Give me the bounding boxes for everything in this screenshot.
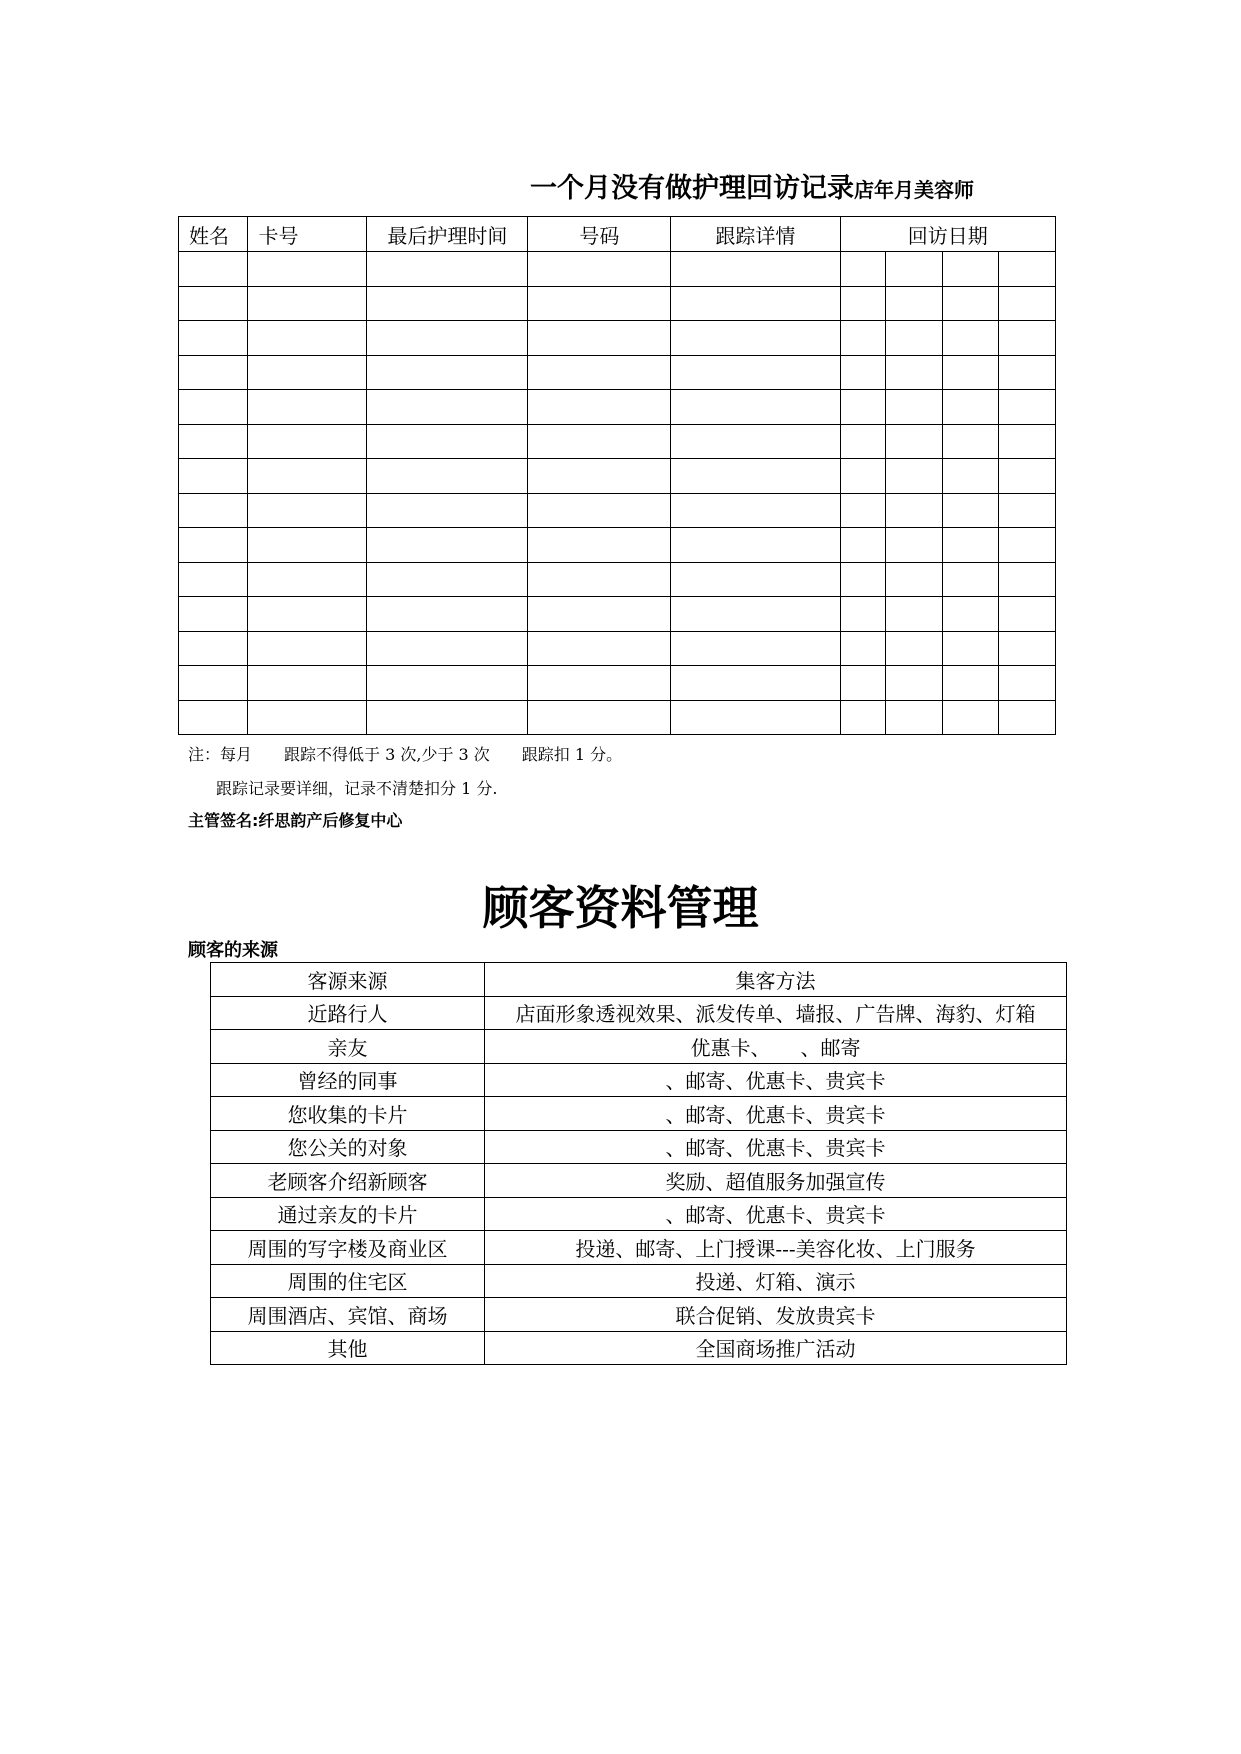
empty-cell bbox=[840, 493, 885, 528]
empty-cell bbox=[998, 493, 1055, 528]
empty-cell bbox=[840, 700, 885, 735]
empty-cell bbox=[179, 286, 248, 321]
empty-cell bbox=[367, 390, 528, 425]
source-row bbox=[211, 1264, 1067, 1298]
empty-cell bbox=[998, 700, 1055, 735]
empty-cell bbox=[179, 493, 248, 528]
empty-cell bbox=[671, 321, 840, 356]
empty-cell bbox=[998, 252, 1055, 287]
method-cell: 店面形象透视效果、派发传单、墙报、广告牌、海豹、灯箱 bbox=[485, 996, 1067, 1030]
empty-cell bbox=[998, 459, 1055, 494]
empty-cell bbox=[528, 424, 671, 459]
source-row bbox=[211, 1097, 1067, 1131]
source-cell: 通过亲友的卡片 bbox=[211, 1197, 485, 1231]
empty-cell bbox=[179, 459, 248, 494]
note-line-1: 注：每月 跟踪不得低于 3 次,少于 3 次 跟踪扣 1 分。 bbox=[188, 745, 623, 764]
empty-cell bbox=[248, 252, 367, 287]
note-line-2: 跟踪记录要详细，记录不清楚扣分 1 分. bbox=[216, 779, 498, 798]
empty-cell bbox=[840, 252, 885, 287]
empty-cell bbox=[528, 700, 671, 735]
empty-cell bbox=[998, 424, 1055, 459]
empty-cell bbox=[671, 528, 840, 563]
source-row bbox=[211, 1164, 1067, 1198]
empty-cell bbox=[671, 631, 840, 666]
empty-cell bbox=[885, 597, 942, 632]
empty-cell bbox=[671, 666, 840, 701]
empty-cell bbox=[367, 252, 528, 287]
source-row bbox=[211, 996, 1067, 1030]
visit-table-header bbox=[179, 217, 1056, 252]
method-cell: 奖励、超值服务加强宣传 bbox=[485, 1164, 1067, 1198]
method-cell: 、邮寄、优惠卡、贵宾卡 bbox=[485, 1130, 1067, 1164]
empty-cell bbox=[367, 528, 528, 563]
empty-cell bbox=[840, 355, 885, 390]
visit-record-row bbox=[179, 424, 1056, 459]
method-cell: 、邮寄、优惠卡、贵宾卡 bbox=[485, 1197, 1067, 1231]
empty-cell bbox=[943, 631, 998, 666]
empty-cell bbox=[671, 562, 840, 597]
empty-cell bbox=[248, 528, 367, 563]
empty-cell bbox=[179, 666, 248, 701]
empty-cell bbox=[248, 562, 367, 597]
customer-source-table bbox=[210, 962, 1067, 1365]
empty-cell bbox=[248, 286, 367, 321]
empty-cell bbox=[671, 700, 840, 735]
empty-cell bbox=[248, 597, 367, 632]
empty-cell bbox=[840, 424, 885, 459]
empty-cell bbox=[943, 459, 998, 494]
visit-record-row bbox=[179, 390, 1056, 425]
empty-cell bbox=[885, 493, 942, 528]
customer-management-title: 顾客资料管理 bbox=[482, 881, 759, 935]
empty-cell bbox=[528, 321, 671, 356]
empty-cell bbox=[943, 597, 998, 632]
empty-cell bbox=[367, 459, 528, 494]
empty-cell bbox=[528, 631, 671, 666]
empty-cell bbox=[998, 321, 1055, 356]
empty-cell bbox=[367, 355, 528, 390]
source-cell: 其他 bbox=[211, 1331, 485, 1365]
empty-cell bbox=[248, 390, 367, 425]
source-row bbox=[211, 1331, 1067, 1365]
column-header-phone-number: 号码 bbox=[528, 217, 671, 252]
empty-cell bbox=[528, 597, 671, 632]
empty-cell bbox=[840, 286, 885, 321]
empty-cell bbox=[528, 493, 671, 528]
source-cell: 曾经的同事 bbox=[211, 1063, 485, 1097]
empty-cell bbox=[179, 252, 248, 287]
empty-cell bbox=[998, 631, 1055, 666]
empty-cell bbox=[671, 493, 840, 528]
visit-record-title bbox=[530, 166, 974, 205]
column-header-tracking-details: 跟踪详情 bbox=[671, 217, 840, 252]
empty-cell bbox=[671, 424, 840, 459]
source-row bbox=[211, 1298, 1067, 1332]
empty-cell bbox=[248, 631, 367, 666]
empty-cell bbox=[367, 700, 528, 735]
source-table-header bbox=[211, 963, 1067, 997]
empty-cell bbox=[998, 597, 1055, 632]
empty-cell bbox=[885, 528, 942, 563]
empty-cell bbox=[248, 424, 367, 459]
empty-cell bbox=[885, 252, 942, 287]
empty-cell bbox=[998, 528, 1055, 563]
empty-cell bbox=[840, 390, 885, 425]
empty-cell bbox=[943, 355, 998, 390]
source-cell: 老顾客介绍新顾客 bbox=[211, 1164, 485, 1198]
empty-cell bbox=[840, 321, 885, 356]
visit-record-row bbox=[179, 631, 1056, 666]
source-cell: 亲友 bbox=[211, 1030, 485, 1064]
customer-source-subtitle: 顾客的来源 bbox=[188, 940, 278, 961]
empty-cell bbox=[998, 562, 1055, 597]
empty-cell bbox=[671, 286, 840, 321]
method-cell: 联合促销、发放贵宾卡 bbox=[485, 1298, 1067, 1332]
visit-record-row bbox=[179, 355, 1056, 390]
empty-cell bbox=[943, 666, 998, 701]
empty-cell bbox=[179, 355, 248, 390]
empty-cell bbox=[367, 597, 528, 632]
column-header-last-care-time: 最后护理时间 bbox=[367, 217, 528, 252]
source-cell: 近路行人 bbox=[211, 996, 485, 1030]
empty-cell bbox=[840, 528, 885, 563]
column-header-customer-source: 客源来源 bbox=[211, 963, 485, 997]
visit-record-table bbox=[178, 216, 1056, 735]
method-cell: 、邮寄、优惠卡、贵宾卡 bbox=[485, 1097, 1067, 1131]
empty-cell bbox=[248, 459, 367, 494]
empty-cell bbox=[671, 252, 840, 287]
empty-cell bbox=[179, 390, 248, 425]
visit-record-row bbox=[179, 597, 1056, 632]
source-row bbox=[211, 1130, 1067, 1164]
empty-cell bbox=[367, 666, 528, 701]
empty-cell bbox=[840, 459, 885, 494]
empty-cell bbox=[885, 666, 942, 701]
empty-cell bbox=[840, 597, 885, 632]
empty-cell bbox=[885, 321, 942, 356]
empty-cell bbox=[528, 528, 671, 563]
method-cell: 优惠卡、 、邮寄 bbox=[485, 1030, 1067, 1064]
empty-cell bbox=[528, 459, 671, 494]
empty-cell bbox=[943, 528, 998, 563]
empty-cell bbox=[528, 390, 671, 425]
empty-cell bbox=[367, 493, 528, 528]
empty-cell bbox=[943, 562, 998, 597]
source-row bbox=[211, 1030, 1067, 1064]
empty-cell bbox=[179, 424, 248, 459]
visit-record-row bbox=[179, 459, 1056, 494]
method-cell: 、邮寄、优惠卡、贵宾卡 bbox=[485, 1063, 1067, 1097]
empty-cell bbox=[885, 700, 942, 735]
column-header-card-number: 卡号 bbox=[248, 217, 367, 252]
empty-cell bbox=[179, 321, 248, 356]
empty-cell bbox=[367, 286, 528, 321]
source-row bbox=[211, 1063, 1067, 1097]
empty-cell bbox=[248, 493, 367, 528]
empty-cell bbox=[179, 597, 248, 632]
source-cell: 周围的写字楼及商业区 bbox=[211, 1231, 485, 1265]
visit-record-row bbox=[179, 528, 1056, 563]
empty-cell bbox=[248, 700, 367, 735]
visit-record-row bbox=[179, 321, 1056, 356]
source-cell: 周围酒店、宾馆、商场 bbox=[211, 1298, 485, 1332]
empty-cell bbox=[367, 321, 528, 356]
empty-cell bbox=[998, 286, 1055, 321]
source-row bbox=[211, 1231, 1067, 1265]
empty-cell bbox=[179, 700, 248, 735]
empty-cell bbox=[943, 390, 998, 425]
column-header-acquisition-method: 集客方法 bbox=[485, 963, 1067, 997]
method-cell: 全国商场推广活动 bbox=[485, 1331, 1067, 1365]
empty-cell bbox=[671, 390, 840, 425]
empty-cell bbox=[528, 355, 671, 390]
column-header-name: 姓名 bbox=[179, 217, 248, 252]
empty-cell bbox=[943, 321, 998, 356]
empty-cell bbox=[885, 286, 942, 321]
empty-cell bbox=[943, 424, 998, 459]
visit-record-title-suffix: 店年月美容师 bbox=[854, 178, 974, 202]
empty-cell bbox=[840, 562, 885, 597]
empty-cell bbox=[671, 459, 840, 494]
empty-cell bbox=[885, 424, 942, 459]
empty-cell bbox=[885, 459, 942, 494]
empty-cell bbox=[367, 562, 528, 597]
visit-record-title-main: 一个月没有做护理回访记录 bbox=[530, 173, 854, 204]
empty-cell bbox=[885, 631, 942, 666]
empty-cell bbox=[671, 355, 840, 390]
empty-cell bbox=[528, 666, 671, 701]
visit-record-row bbox=[179, 562, 1056, 597]
empty-cell bbox=[248, 666, 367, 701]
empty-cell bbox=[179, 631, 248, 666]
empty-cell bbox=[528, 252, 671, 287]
empty-cell bbox=[885, 355, 942, 390]
empty-cell bbox=[528, 286, 671, 321]
empty-cell bbox=[179, 528, 248, 563]
empty-cell bbox=[943, 700, 998, 735]
empty-cell bbox=[179, 562, 248, 597]
empty-cell bbox=[840, 631, 885, 666]
visit-record-row bbox=[179, 286, 1056, 321]
empty-cell bbox=[840, 666, 885, 701]
empty-cell bbox=[367, 424, 528, 459]
empty-cell bbox=[367, 631, 528, 666]
empty-cell bbox=[998, 666, 1055, 701]
supervisor-signature: 主管签名:纤思韵产后修复中心 bbox=[188, 811, 403, 830]
empty-cell bbox=[998, 355, 1055, 390]
source-cell: 您收集的卡片 bbox=[211, 1097, 485, 1131]
method-cell: 投递、灯箱、演示 bbox=[485, 1264, 1067, 1298]
source-row bbox=[211, 1197, 1067, 1231]
empty-cell bbox=[248, 355, 367, 390]
empty-cell bbox=[943, 286, 998, 321]
visit-record-row bbox=[179, 493, 1056, 528]
column-header-visit-date: 回访日期 bbox=[840, 217, 1056, 252]
method-cell: 投递、邮寄、上门授课---美容化妆、上门服务 bbox=[485, 1231, 1067, 1265]
empty-cell bbox=[671, 597, 840, 632]
empty-cell bbox=[998, 390, 1055, 425]
empty-cell bbox=[885, 562, 942, 597]
empty-cell bbox=[248, 321, 367, 356]
visit-record-row bbox=[179, 252, 1056, 287]
source-cell: 周围的住宅区 bbox=[211, 1264, 485, 1298]
visit-record-row bbox=[179, 700, 1056, 735]
source-cell: 您公关的对象 bbox=[211, 1130, 485, 1164]
visit-record-row bbox=[179, 666, 1056, 701]
empty-cell bbox=[943, 493, 998, 528]
empty-cell bbox=[943, 252, 998, 287]
empty-cell bbox=[885, 390, 942, 425]
empty-cell bbox=[528, 562, 671, 597]
